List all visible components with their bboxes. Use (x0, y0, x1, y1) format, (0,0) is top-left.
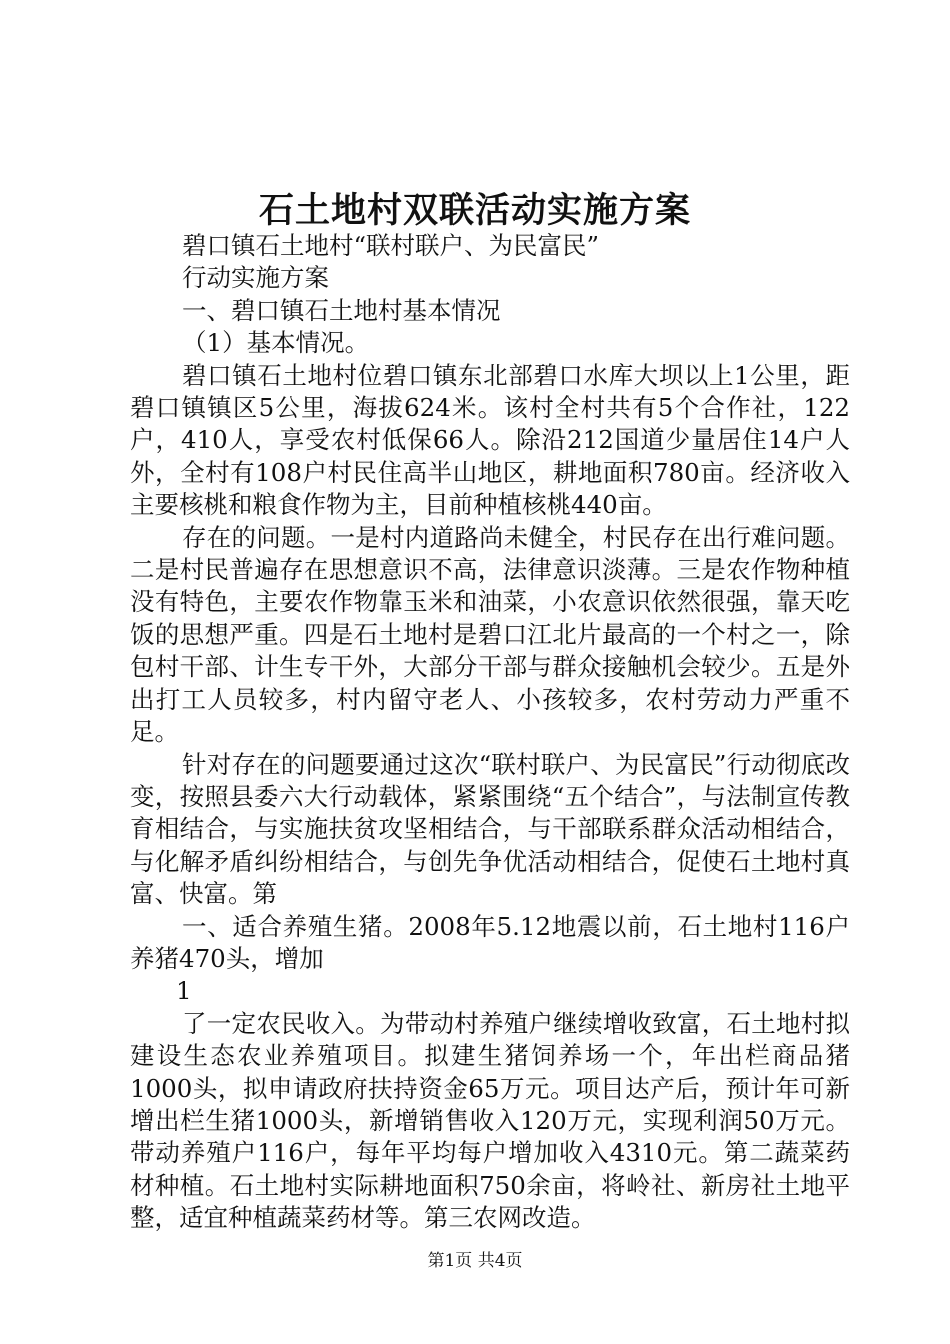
paragraph-basic-situation: 碧口镇石土地村位碧口镇东北部碧口水库大坝以上1公里，距碧口镇镇区5公里，海拔624米。该村全村共有5个合作社，122户，410人，享受农村低保66人。除沿212国道少量居住14户人外，全村有108户村民住高半山地区，耕地面积780亩。经济收入主要核桃和粮食作物为主，目前种植核桃440亩。 (130, 360, 850, 520)
paragraph-problems: 存在的问题。一是村内道路尚未健全，村民存在出行难问题。二是村民普遍存在思想意识不高，法律意识淡薄。三是农作物种植没有特色，主要农作物靠玉米和油菜，小农意识依然很强，靠天吃饭的思想严重。四是石土地村是碧口江北片最高的一个村之一，除包村干部、计生专干外，大部分干部与群众接触机会较少。五是外出打工人员较多，村内留守老人、小孩较多，农村劳动力严重不足。 (130, 522, 850, 747)
subsection-heading: （1）基本情况。 (182, 328, 370, 358)
subtitle-line-2: 行动实施方案 (182, 263, 329, 293)
document-body (130, 230, 850, 1235)
inline-page-number: 1 (176, 976, 192, 1006)
section-heading: 一、碧口镇石土地村基本情况 (182, 295, 501, 325)
paragraph-projects: 了一定农民收入。为带动村养殖户继续增收致富，石土地村拟建设生态农业养殖项目。拟建生猪饲养场一个，年出栏商品猪1000头，拟申请政府扶持资金65万元。项目达产后，预计年可新增出栏生猪1000头，新增销售收入120万元，实现利润50万元。带动养殖户116户，每年平均每户增加收入4310元。第二蔬菜药材种植。石土地村实际耕地面积750余亩，将岭社、新房社土地平整，适宜种植蔬菜药材等。第三农网改造。 (130, 1008, 850, 1233)
paragraph-measures: 针对存在的问题要通过这次“联村联户、为民富民”行动彻底改变，按照县委六大行动载体，紧紧围绕“五个结合”，与法制宣传教育相结合，与实施扶贫攻坚相结合，与干部联系群众活动相结合，与化解矛盾纠纷相结合，与创先争优活动相结合，促使石土地村真富、快富。第 (130, 749, 850, 909)
document-title: 石土地村双联活动实施方案 (258, 190, 691, 231)
subtitle-line-1: 碧口镇石土地村“联村联户、为民富民” (182, 231, 600, 260)
paragraph-pig-farming: 一、适合养殖生猪。2008年5.12地震以前，石土地村116户养猪470头，增加 (130, 911, 850, 973)
page-footer: 第1页 共4页 (427, 1251, 523, 1271)
